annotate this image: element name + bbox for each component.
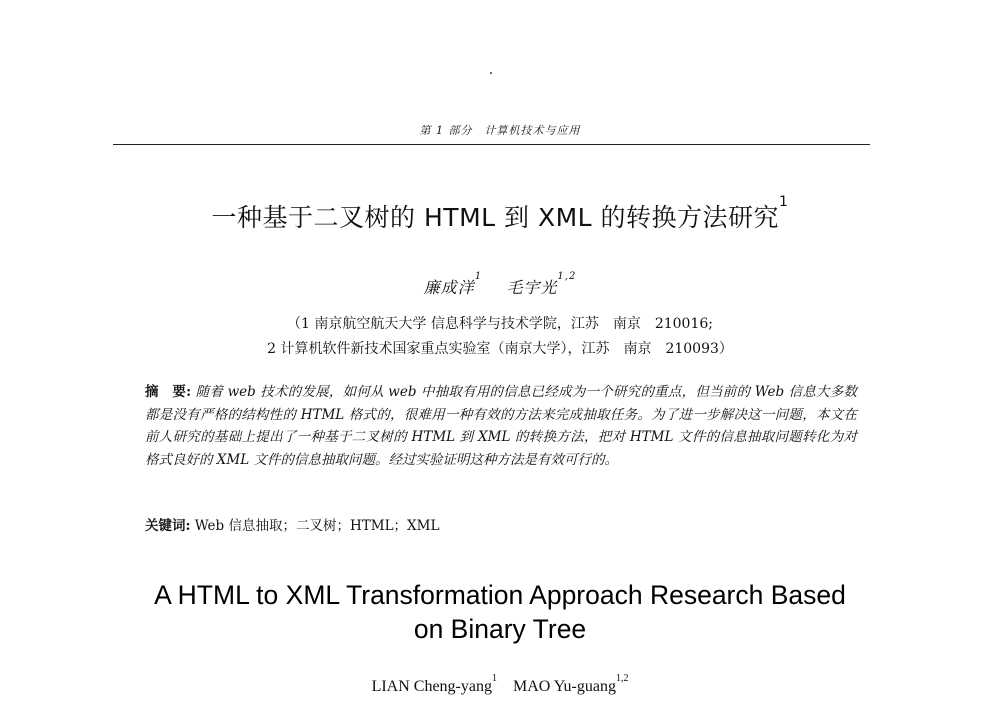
keywords-text: Web 信息抽取；二叉树；HTML；XML xyxy=(194,518,440,534)
chinese-title-text: 一种基于二叉树的 HTML 到 XML 的转换方法研究 xyxy=(211,203,780,232)
abstract-text: 随着 web 技术的发展，如何从 web 中抽取有用的信息已经成为一个研究的重点，但当前的 Web 信息大多数都是没有严格的结构性的 HTML 格式的，很难用一种有效的方法来完成抽取任务。为了进一步解决这一问题，本文在前人研究的基础上提出了一种基于二叉树的 HTML 到 XML 的转换方法，把对 HTML 文件的信息抽取问题转化为对格式良好的 XML 文件的信息抽取问题。经过实验证明这种方法是有效可行的。 xyxy=(145,384,857,468)
abstract-label: 摘 要: xyxy=(145,384,192,400)
chinese-author-name: 廉成洋 xyxy=(423,278,475,297)
english-author-affil: 1 xyxy=(491,673,497,684)
english-author-name: MAO Yu-guang xyxy=(512,678,616,695)
affiliation-line: （1 南京航空航天大学 信息科学与技术学院，江苏 南京 210016; xyxy=(287,316,713,332)
running-header: 第 1 部分 计算机技术与应用 xyxy=(419,124,581,137)
scan-speck xyxy=(490,72,492,74)
affiliation-line: 2 计算机软件新技术国家重点实验室（南京大学），江苏 南京 210093） xyxy=(267,341,733,357)
english-title-line: A HTML to XML Transformation Approach Research Based xyxy=(154,580,846,610)
chinese-title xyxy=(0,194,1000,234)
english-title-line: on Binary Tree xyxy=(413,614,587,644)
chinese-authors xyxy=(0,271,1000,298)
english-author-name: LIAN Cheng-yang xyxy=(371,678,492,695)
chinese-author-affil: 1,2 xyxy=(557,271,577,282)
chinese-author-affil: 1 xyxy=(474,271,483,282)
keywords-label: 关键词: xyxy=(145,518,191,534)
chinese-title-footnote: 1 xyxy=(779,194,789,210)
header-rule xyxy=(113,144,870,145)
chinese-abstract xyxy=(145,381,857,471)
chinese-keywords xyxy=(145,514,439,534)
english-author-affil: 1,2 xyxy=(615,673,629,684)
chinese-author-name: 毛宇光 xyxy=(506,278,558,297)
english-authors xyxy=(0,673,1000,696)
english-title xyxy=(0,578,1000,646)
